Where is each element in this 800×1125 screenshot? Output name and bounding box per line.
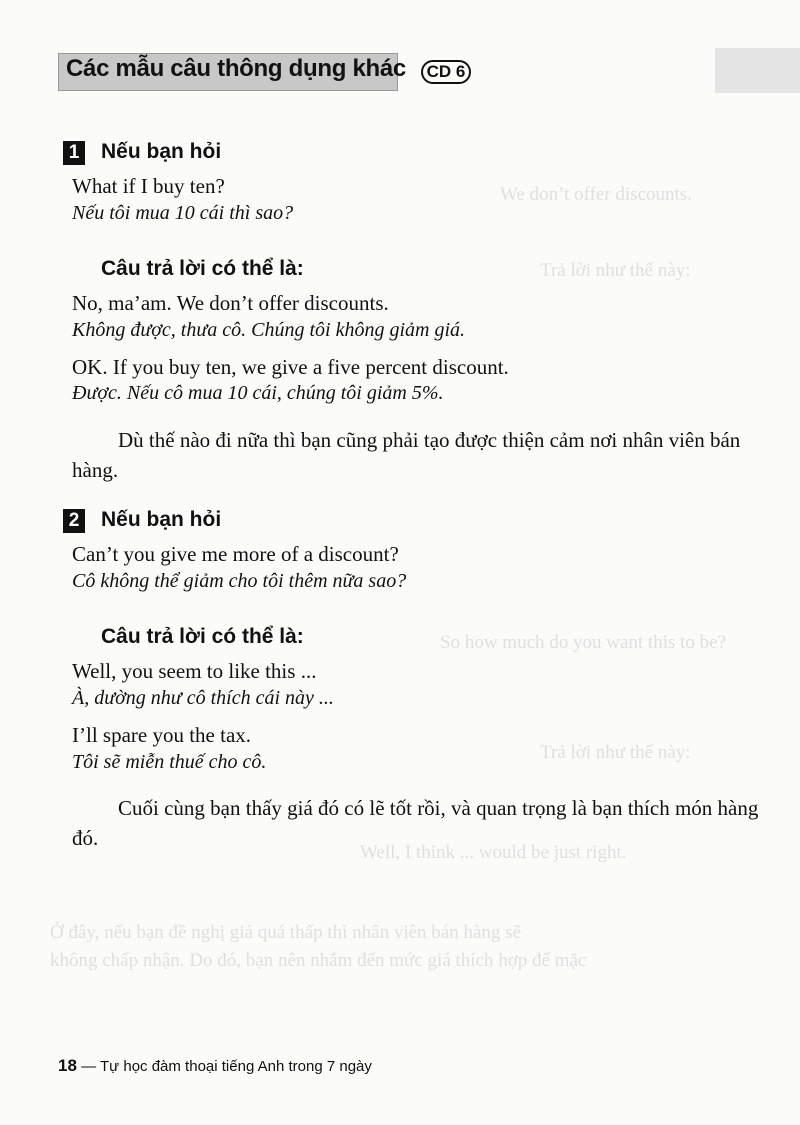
show-through-text: We don’t offer discounts. — [500, 184, 692, 205]
section-note: Dù thế nào đi nữa thì bạn cũng phải tạo được thiện cảm nơi nhân viên bán hàng. — [72, 428, 741, 482]
answer-en: OK. If you buy ten, we give a five percent discount. — [72, 355, 509, 379]
question-vi: Nếu tôi mua 10 cái thì sao? — [72, 202, 294, 224]
page-footer — [58, 1056, 372, 1076]
show-through-text: Well, I think ... would be just right. — [360, 842, 627, 863]
answer-vi: Tôi sẽ miễn thuế cho cô. — [72, 751, 267, 773]
section-note: Cuối cùng bạn thấy giá đó có lẽ tốt rồi, và quan trọng là bạn thích món hàng đó. — [72, 796, 759, 850]
section-number: 2 — [63, 509, 85, 533]
show-through-text: không chấp nhận. Do đó, bạn nên nhắm đến mức giá thích hợp để mặc — [50, 950, 587, 971]
show-through-text: Ở đây, nếu bạn đề nghị giá quá thấp thì nhân viên bán hàng sẽ — [50, 922, 522, 943]
answers-heading: Câu trả lời có thể là: — [101, 257, 304, 280]
show-through-text: Trả lời như thế này: — [540, 260, 691, 281]
answer-en: No, ma’am. We don’t offer discounts. — [72, 291, 389, 315]
section-number: 1 — [63, 141, 85, 165]
header-title: Các mẫu câu thông dụng khác — [66, 55, 406, 82]
question-vi: Cô không thể giảm cho tôi thêm nữa sao? — [72, 570, 407, 592]
answer-vi: À, dường như cô thích cái này ... — [72, 687, 334, 709]
question-en: Can’t you give me more of a discount? — [72, 542, 399, 566]
answer-en: Well, you seem to like this ... — [72, 659, 317, 683]
show-through-text: Trả lời như thế này: — [540, 742, 691, 763]
cd-badge: CD 6 — [421, 60, 471, 84]
book-title: — Tự học đàm thoại tiếng Anh trong 7 ngày — [81, 1058, 372, 1075]
show-through-bar — [715, 48, 800, 93]
answers-heading: Câu trả lời có thể là: — [101, 625, 304, 648]
section-title: Nếu bạn hỏi — [101, 140, 222, 163]
answer-en: I’ll spare you the tax. — [72, 723, 252, 747]
section-title: Nếu bạn hỏi — [101, 508, 222, 531]
page-number: 18 — [58, 1056, 77, 1075]
show-through-text: So how much do you want this to be? — [440, 632, 727, 653]
answer-vi: Không được, thưa cô. Chúng tôi không giảm giá. — [72, 319, 466, 341]
answer-vi: Được. Nếu cô mua 10 cái, chúng tôi giảm 5%. — [72, 382, 444, 404]
question-en: What if I buy ten? — [72, 174, 225, 198]
